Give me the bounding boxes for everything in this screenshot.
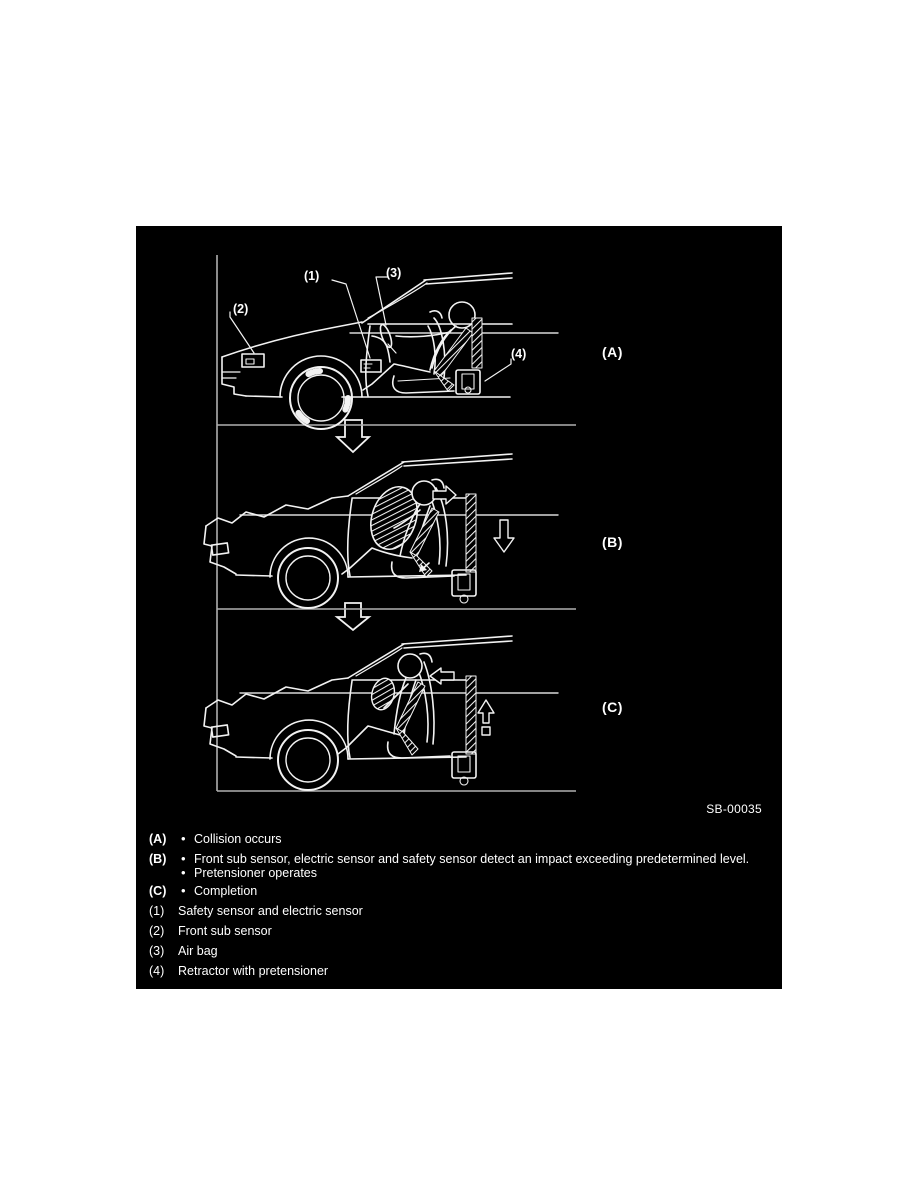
legend-row-3 bbox=[136, 944, 782, 959]
legend-row-1 bbox=[136, 904, 782, 919]
front-wheel bbox=[280, 356, 362, 429]
stage-label-c: (C) bbox=[602, 699, 623, 715]
stage-label-a: (A) bbox=[602, 344, 623, 360]
pretensioner-operation-figure bbox=[136, 226, 782, 989]
legend-row-a bbox=[136, 832, 782, 847]
seatbelt-lap-belt bbox=[396, 728, 418, 755]
seatbelt-shoulder-belt bbox=[396, 682, 425, 732]
legend-key: (2) bbox=[149, 924, 165, 938]
figure-code: SB-00035 bbox=[706, 802, 762, 816]
down-block-arrow-icon bbox=[337, 603, 369, 630]
pillar-belt-webbing bbox=[466, 676, 476, 754]
belt-retract-down-arrow-icon bbox=[494, 520, 514, 552]
legend-text: Safety sensor and electric sensor bbox=[178, 904, 363, 918]
front-wheel bbox=[278, 548, 338, 608]
pillar-belt-webbing bbox=[466, 494, 476, 572]
legend-row-b1 bbox=[136, 852, 782, 867]
legend-text: Completion bbox=[194, 884, 258, 898]
legend-key: (C) bbox=[149, 884, 167, 898]
legend-key: (3) bbox=[149, 944, 165, 958]
bullet-icon: • bbox=[181, 851, 186, 866]
stage-c-car-drawing bbox=[204, 636, 558, 790]
legend-row-4 bbox=[136, 964, 782, 979]
legend-text: Front sub sensor, electric sensor and safety sensor detect an impact exceeding predetermined level. bbox=[194, 852, 750, 866]
belt-release-up-arrow-icon bbox=[478, 700, 494, 735]
retractor bbox=[456, 370, 480, 394]
bullet-icon: • bbox=[181, 865, 186, 880]
callout-label-2: (2) bbox=[233, 302, 249, 316]
legend-row-2 bbox=[136, 924, 782, 939]
legend-text: Air bag bbox=[178, 944, 218, 958]
legend-text: Front sub sensor bbox=[178, 924, 272, 938]
legend-row-b2 bbox=[136, 866, 782, 881]
seatbelt-shoulder-belt bbox=[434, 328, 473, 376]
bullet-icon: • bbox=[181, 831, 186, 846]
stage-b-car-drawing bbox=[204, 454, 558, 608]
legend-key: (4) bbox=[149, 964, 165, 978]
bullet-icon: • bbox=[181, 883, 186, 898]
legend-text: Collision occurs bbox=[194, 832, 282, 846]
callout-label-3: (3) bbox=[386, 266, 402, 280]
headlight bbox=[211, 725, 228, 737]
pillar-belt-webbing bbox=[472, 318, 482, 368]
legend-text: Retractor with pretensioner bbox=[178, 964, 329, 978]
legend-key: (A) bbox=[149, 832, 167, 846]
front-wheel bbox=[278, 730, 338, 790]
rebound-left-arrow-icon bbox=[430, 668, 454, 684]
callout-label-1: (1) bbox=[304, 269, 320, 283]
dashboard bbox=[372, 336, 390, 362]
stage-a-car-drawing bbox=[222, 273, 558, 429]
airbag-deflating bbox=[368, 676, 398, 713]
legend-text: Pretensioner operates bbox=[194, 866, 317, 880]
headlight bbox=[242, 354, 264, 367]
headlight bbox=[211, 543, 228, 555]
legend-key: (B) bbox=[149, 852, 167, 866]
legend-key: (1) bbox=[149, 904, 165, 918]
steering-wheel bbox=[378, 323, 394, 348]
crumpled-hood bbox=[206, 496, 348, 526]
floor-sensor-box bbox=[361, 360, 381, 372]
stage-label-b: (B) bbox=[602, 534, 623, 550]
callout-leader-lines bbox=[230, 277, 511, 381]
callout-label-4: (4) bbox=[511, 347, 527, 361]
legend-row-c bbox=[136, 884, 782, 899]
